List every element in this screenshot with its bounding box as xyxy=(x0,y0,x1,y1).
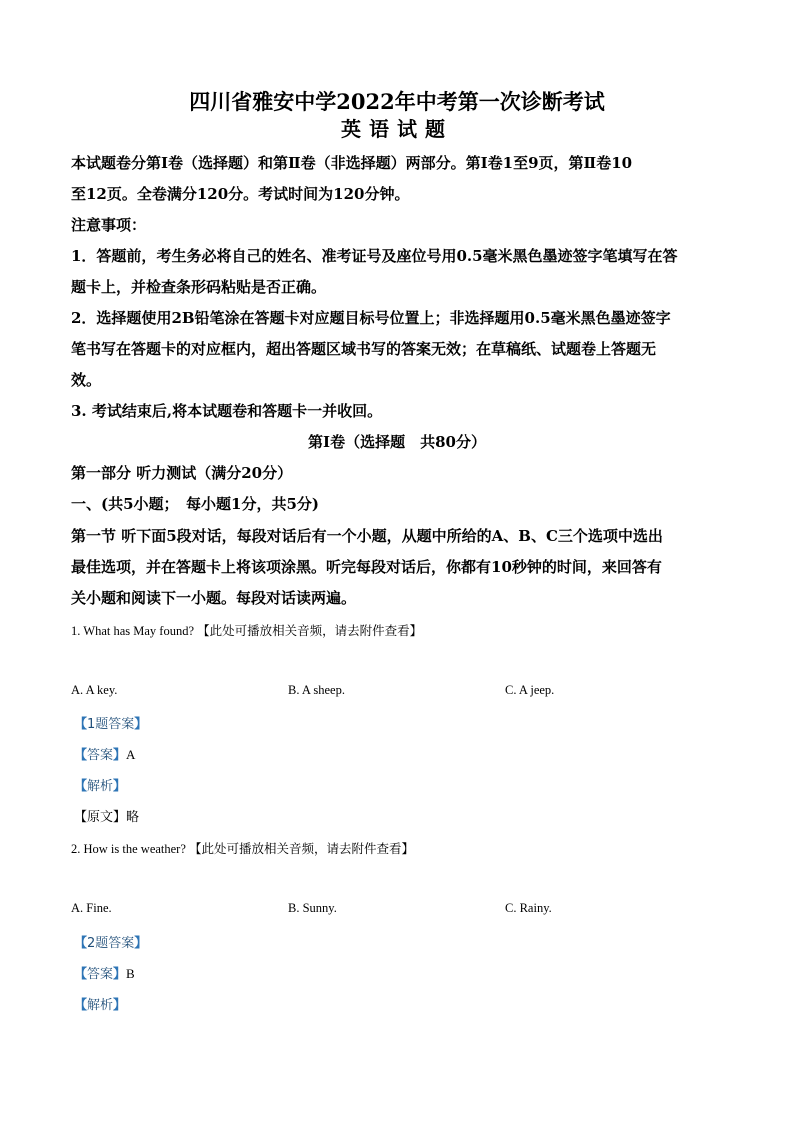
answer-header: 【1题答案】 xyxy=(74,717,148,732)
intro-line-2: 至12页。全卷满分120分。考试时间为120分钟。 xyxy=(71,185,410,203)
option-b: B. A sheep. xyxy=(288,683,345,697)
instruction-line: 关小题和阅读下一小题。每段对话读两遍。 xyxy=(71,589,357,607)
sub-title: 一、(共5小题； 每小题1分，共5分) xyxy=(71,495,320,513)
option-c: C. A jeep. xyxy=(505,683,555,697)
original-text-line: 【原文】略 xyxy=(74,810,140,825)
notice-heading: 注意事项： xyxy=(71,216,147,234)
question-prompt: 1. What has May found? xyxy=(71,624,195,638)
instruction-line: 第一节 听下面5段对话，每段对话后有一个小题，从题中所给的A、B、C三个选项中选出 xyxy=(71,527,663,545)
answer-line: 【答案】B xyxy=(74,966,135,982)
audio-link[interactable]: 【此处可播放相关音频，请去附件查看】 xyxy=(189,841,415,856)
exam-subject: 英语试题 xyxy=(341,117,453,141)
option-b: B. Sunny. xyxy=(288,901,337,915)
analysis-label: 【解析】 xyxy=(74,998,127,1013)
option-a: A. A key. xyxy=(71,683,118,697)
audio-link[interactable]: 【此处可播放相关音频，请去附件查看】 xyxy=(197,623,423,638)
note-line: 效。 xyxy=(71,371,102,389)
answer-value: B xyxy=(126,966,135,981)
note-line: 题卡上，并检查条形码粘贴是否正确。 xyxy=(71,278,327,296)
question-1 xyxy=(71,621,422,639)
part-title: 第一部分 听力测试（满分20分） xyxy=(71,464,293,482)
instruction-line: 最佳选项，并在答题卡上将该项涂黑。听完每段对话后，你都有10秒钟的时间，来回答有 xyxy=(71,558,662,576)
option-c: C. Rainy. xyxy=(505,901,552,915)
exam-title: 四川省雅安中学2022年中考第一次诊断考试 xyxy=(189,89,605,114)
note-line: 3. 考试结束后,将本试题卷和答题卡一并收回。 xyxy=(71,402,383,420)
answer-line: 【答案】A xyxy=(74,747,136,763)
intro-line-1: 本试题卷分第Ⅰ卷（选择题）和第Ⅱ卷（非选择题）两部分。第Ⅰ卷1至9页，第Ⅱ卷10 xyxy=(71,154,633,172)
option-a: A. Fine. xyxy=(71,901,112,915)
answer-value: A xyxy=(126,747,136,762)
question-2 xyxy=(71,839,414,857)
answer-header: 【2题答案】 xyxy=(74,936,148,951)
analysis-label: 【解析】 xyxy=(74,779,127,794)
note-line: 2．选择题使用2B铅笔涂在答题卡对应题目标号位置上；非选择题用0.5毫米黑色墨迹签字 xyxy=(71,309,671,327)
question-prompt: 2. How is the weather? xyxy=(71,842,186,856)
note-line: 1．答题前，考生务必将自己的姓名、准考证号及座位号用0.5毫米黑色墨迹签字笔填写在答 xyxy=(71,247,678,265)
note-line: 笔书写在答题卡的对应框内，超出答题区域书写的答案无效；在草稿纸、试题卷上答题无 xyxy=(71,340,657,358)
volume-title: 第Ⅰ卷（选择题 共80分） xyxy=(308,433,486,451)
